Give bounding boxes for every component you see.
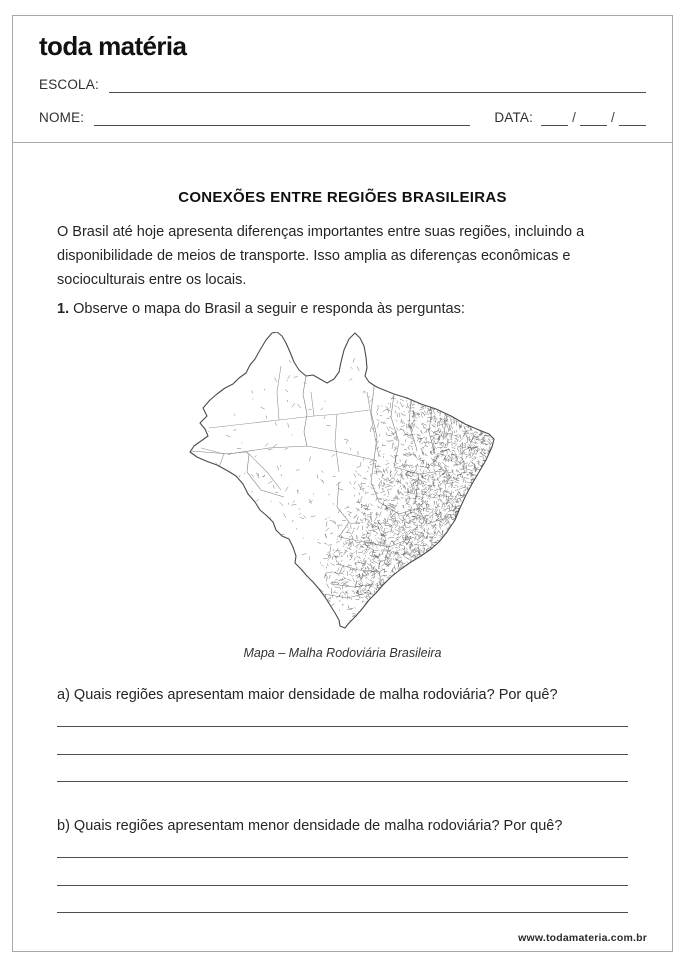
name-label: NOME: [39,110,85,125]
name-date-field-row [39,109,646,126]
worksheet-content [13,189,672,913]
brazil-road-map [57,332,628,634]
road-network-texture [189,332,497,629]
answer-line[interactable] [57,912,628,913]
date-day-line[interactable] [541,112,568,126]
worksheet-title: CONEXÕES ENTRE REGIÕES BRASILEIRAS [178,189,507,206]
answer-line[interactable] [57,857,628,858]
website-url: www.todamateria.com.br [518,932,647,944]
date-separator: / [611,110,615,125]
intro-paragraph: O Brasil até hoje apresenta diferenças importantes entre suas regiões, incluindo a disponibilidade de meios de transporte. Isso amplia as diferenças econômicas e socioculturais entre os locais. [57,224,585,288]
name-input-line[interactable] [94,112,470,126]
date-separator: / [572,110,577,125]
brazil-outline [190,332,494,628]
question-1 [57,299,628,319]
toda-materia-logo: toda matéria [39,31,187,61]
date-group [494,109,646,126]
question-1-text: Observe o mapa do Brasil a seguir e responda às perguntas: [69,301,465,317]
question-1-number: 1. [57,301,70,317]
date-label: DATA: [494,110,534,125]
answer-line[interactable] [57,781,628,782]
worksheet-page [12,15,673,952]
school-input-line[interactable] [109,79,646,93]
answer-line[interactable] [57,754,628,755]
question-a: a) Quais regiões apresentam maior densidade de malha rodoviária? Por quê? [57,687,558,703]
answer-line[interactable] [57,726,628,727]
brazil-road-map-svg [189,332,497,629]
date-month-line[interactable] [580,112,607,126]
worksheet-header [13,16,672,143]
school-label: ESCOLA: [39,77,99,92]
school-field-row [39,76,646,93]
question-b-answer-lines [57,857,628,913]
map-caption: Mapa – Malha Rodoviária Brasileira [243,646,442,660]
answer-line[interactable] [57,885,628,886]
question-b: b) Quais regiões apresentam menor densidade de malha rodoviária? Por quê? [57,818,563,834]
question-a-answer-lines [57,726,628,782]
state-boundaries [191,376,449,598]
date-year-line[interactable] [619,112,646,126]
